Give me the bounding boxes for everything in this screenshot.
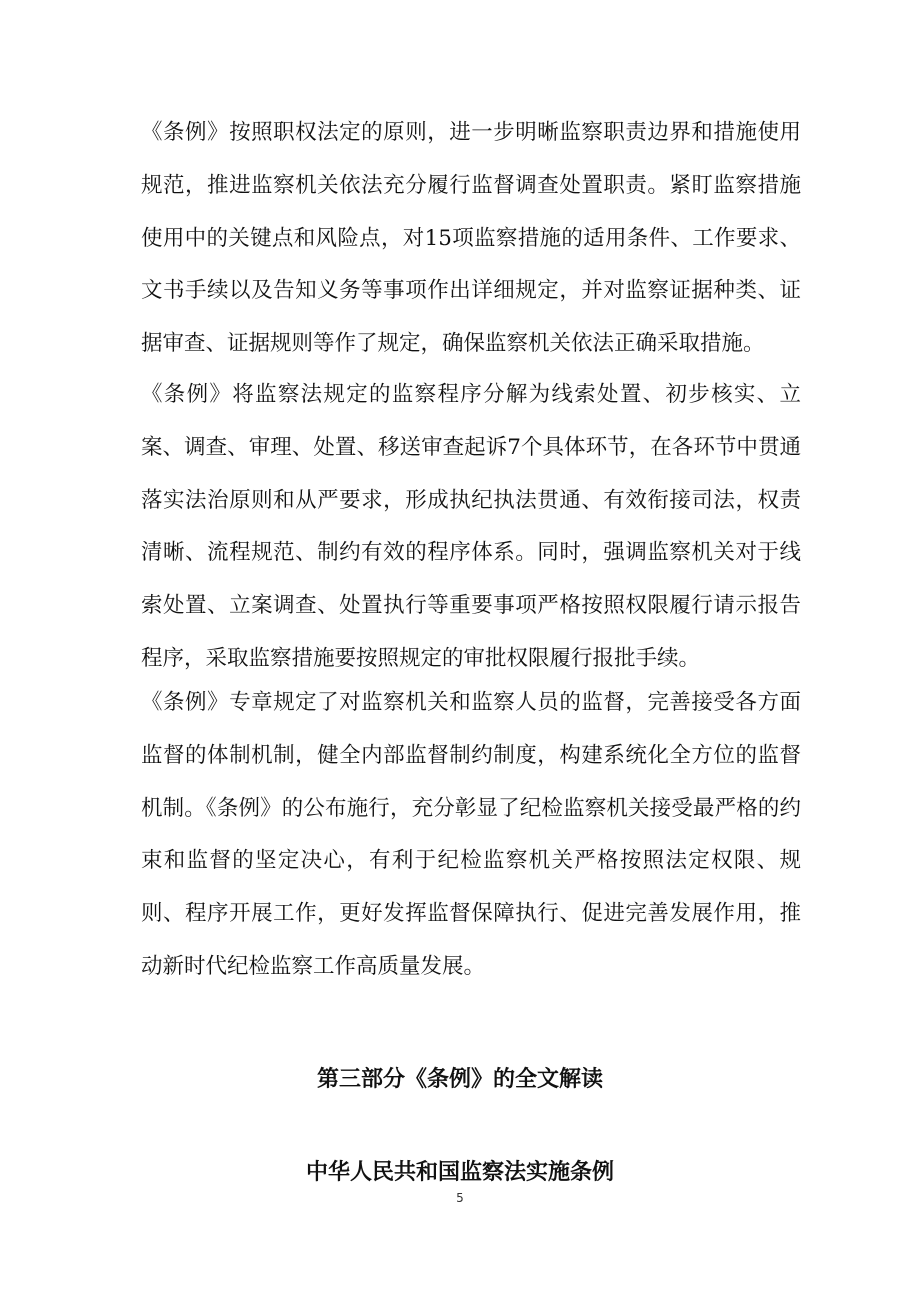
section-heading: 第三部分《条例》的全文解读 — [316, 1067, 603, 1092]
paragraph-1: 《条例》按照职权法定的原则，进一步明晰监察职责边界和措施使用规范，推进监察机关依法充分履行监督调查处置职责。紧盯监察措施使用中的关键点和风险点，对15项监察措施的适用条件、工作要求、文书手续以及告知义务等事项作出详细规定，并对监察证据种类、证据审查、证据规则等作了规定，确保监察机关依法正确采取措施。 — [141, 120, 801, 357]
law-title: 中华人民共和国监察法实施条例 — [305, 1160, 614, 1185]
page-number: 5 — [456, 1191, 464, 1205]
paragraph-2: 《条例》将监察法规定的监察程序分解为线索处置、初步核实、立案、调查、审理、处置、移送审查起诉7个具体环节，在各环节中贯通落实法治原则和从严要求，形成执纪执法贯通、有效衔接司法，权责清晰、流程规范、制约有效的程序体系。同时，强调监察机关对于线索处置、立案调查、处置执行等重要事项严格按照权限履行请示报告程序，采取监察措施要按照规定的审批权限履行报批手续。 — [141, 382, 801, 671]
paragraph-3: 《条例》专章规定了对监察机关和监察人员的监督，完善接受各方面监督的体制机制，健全内部监督制约制度，构建系统化全方位的监督机制。《条例》的公布施行，充分彰显了纪检监察机关接受最严格的约束和监督的坚定决心，有利于纪检监察机关严格按照法定权限、规则、程序开展工作，更好发挥监督保障执行、促进完善发展作用，推动新时代纪检监察工作高质量发展。 — [141, 690, 801, 979]
